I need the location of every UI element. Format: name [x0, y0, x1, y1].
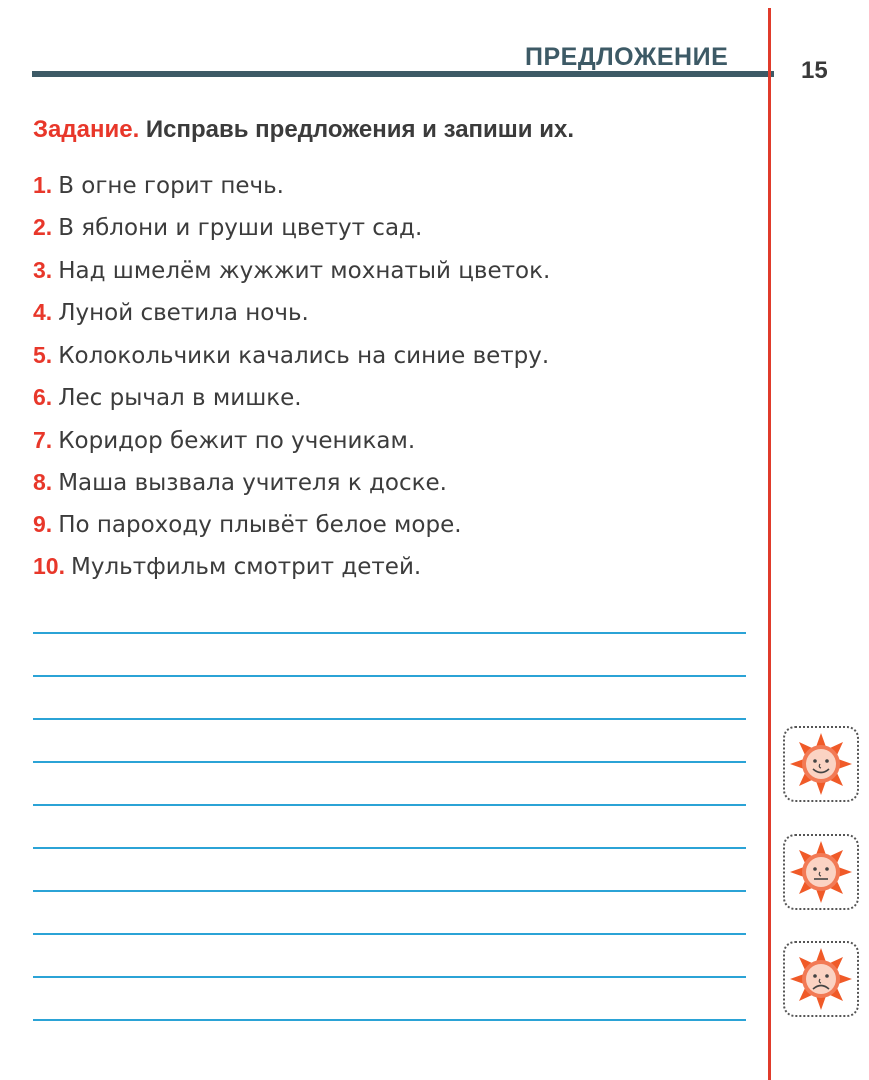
sentence-number: 4. [33, 299, 53, 325]
writing-line[interactable] [33, 718, 746, 720]
sentence-item [33, 299, 309, 326]
sentence-number: 2. [33, 214, 53, 240]
task-label: Задание. [33, 116, 140, 143]
sentence-number: 10. [33, 553, 65, 579]
sentence-item [33, 172, 284, 199]
sentence-number: 9. [33, 511, 53, 537]
sad-sun-icon [788, 946, 854, 1012]
sentence-text: По пароходу плывёт белое море. [58, 512, 462, 538]
page-number: 15 [801, 57, 828, 84]
writing-line[interactable] [33, 933, 746, 935]
sentence-item [33, 342, 549, 369]
header-title: ПРЕДЛОЖЕНИЕ [525, 43, 729, 71]
sentence-item [33, 511, 462, 538]
sentence-item [33, 469, 447, 496]
self-assessment-happy[interactable] [783, 726, 859, 802]
sentence-text: Луной светила ночь. [58, 300, 309, 326]
writing-line[interactable] [33, 804, 746, 806]
writing-line[interactable] [33, 761, 746, 763]
sentence-number: 8. [33, 469, 53, 495]
sentence-item [33, 553, 421, 580]
writing-line[interactable] [33, 890, 746, 892]
sentence-text: Маша вызвала учителя к доске. [58, 470, 447, 496]
sentence-number: 3. [33, 257, 53, 283]
writing-line[interactable] [33, 632, 746, 634]
sentence-text: Над шмелём жужжит мохнатый цветок. [58, 258, 551, 284]
task-instruction [33, 116, 574, 144]
writing-line[interactable] [33, 675, 746, 677]
sentence-text: Колокольчики качались на синие ветру. [58, 343, 550, 369]
happy-sun-icon [788, 731, 854, 797]
sentence-number: 1. [33, 172, 53, 198]
sentence-item [33, 427, 415, 454]
writing-line[interactable] [33, 1019, 746, 1021]
sentence-text: Мультфильм смотрит детей. [70, 554, 422, 580]
task-text: Исправь предложения и запиши их. [145, 116, 574, 143]
sentence-number: 7. [33, 427, 53, 453]
header-rule [32, 71, 774, 77]
sentence-text: В огне горит печь. [58, 173, 284, 199]
neutral-sun-icon [788, 839, 854, 905]
self-assessment-sad[interactable] [783, 941, 859, 1017]
self-assessment-neutral[interactable] [783, 834, 859, 910]
margin-line [768, 8, 771, 1080]
sentence-text: В яблони и груши цветут сад. [58, 215, 423, 241]
sentence-item [33, 384, 302, 411]
sentence-number: 6. [33, 384, 53, 410]
writing-line[interactable] [33, 976, 746, 978]
sentence-item [33, 257, 550, 284]
writing-line[interactable] [33, 847, 746, 849]
sentence-text: Лес рычал в мишке. [58, 385, 302, 411]
sentence-number: 5. [33, 342, 53, 368]
sentence-text: Коридор бежит по ученикам. [58, 428, 416, 454]
sentence-item [33, 214, 422, 241]
